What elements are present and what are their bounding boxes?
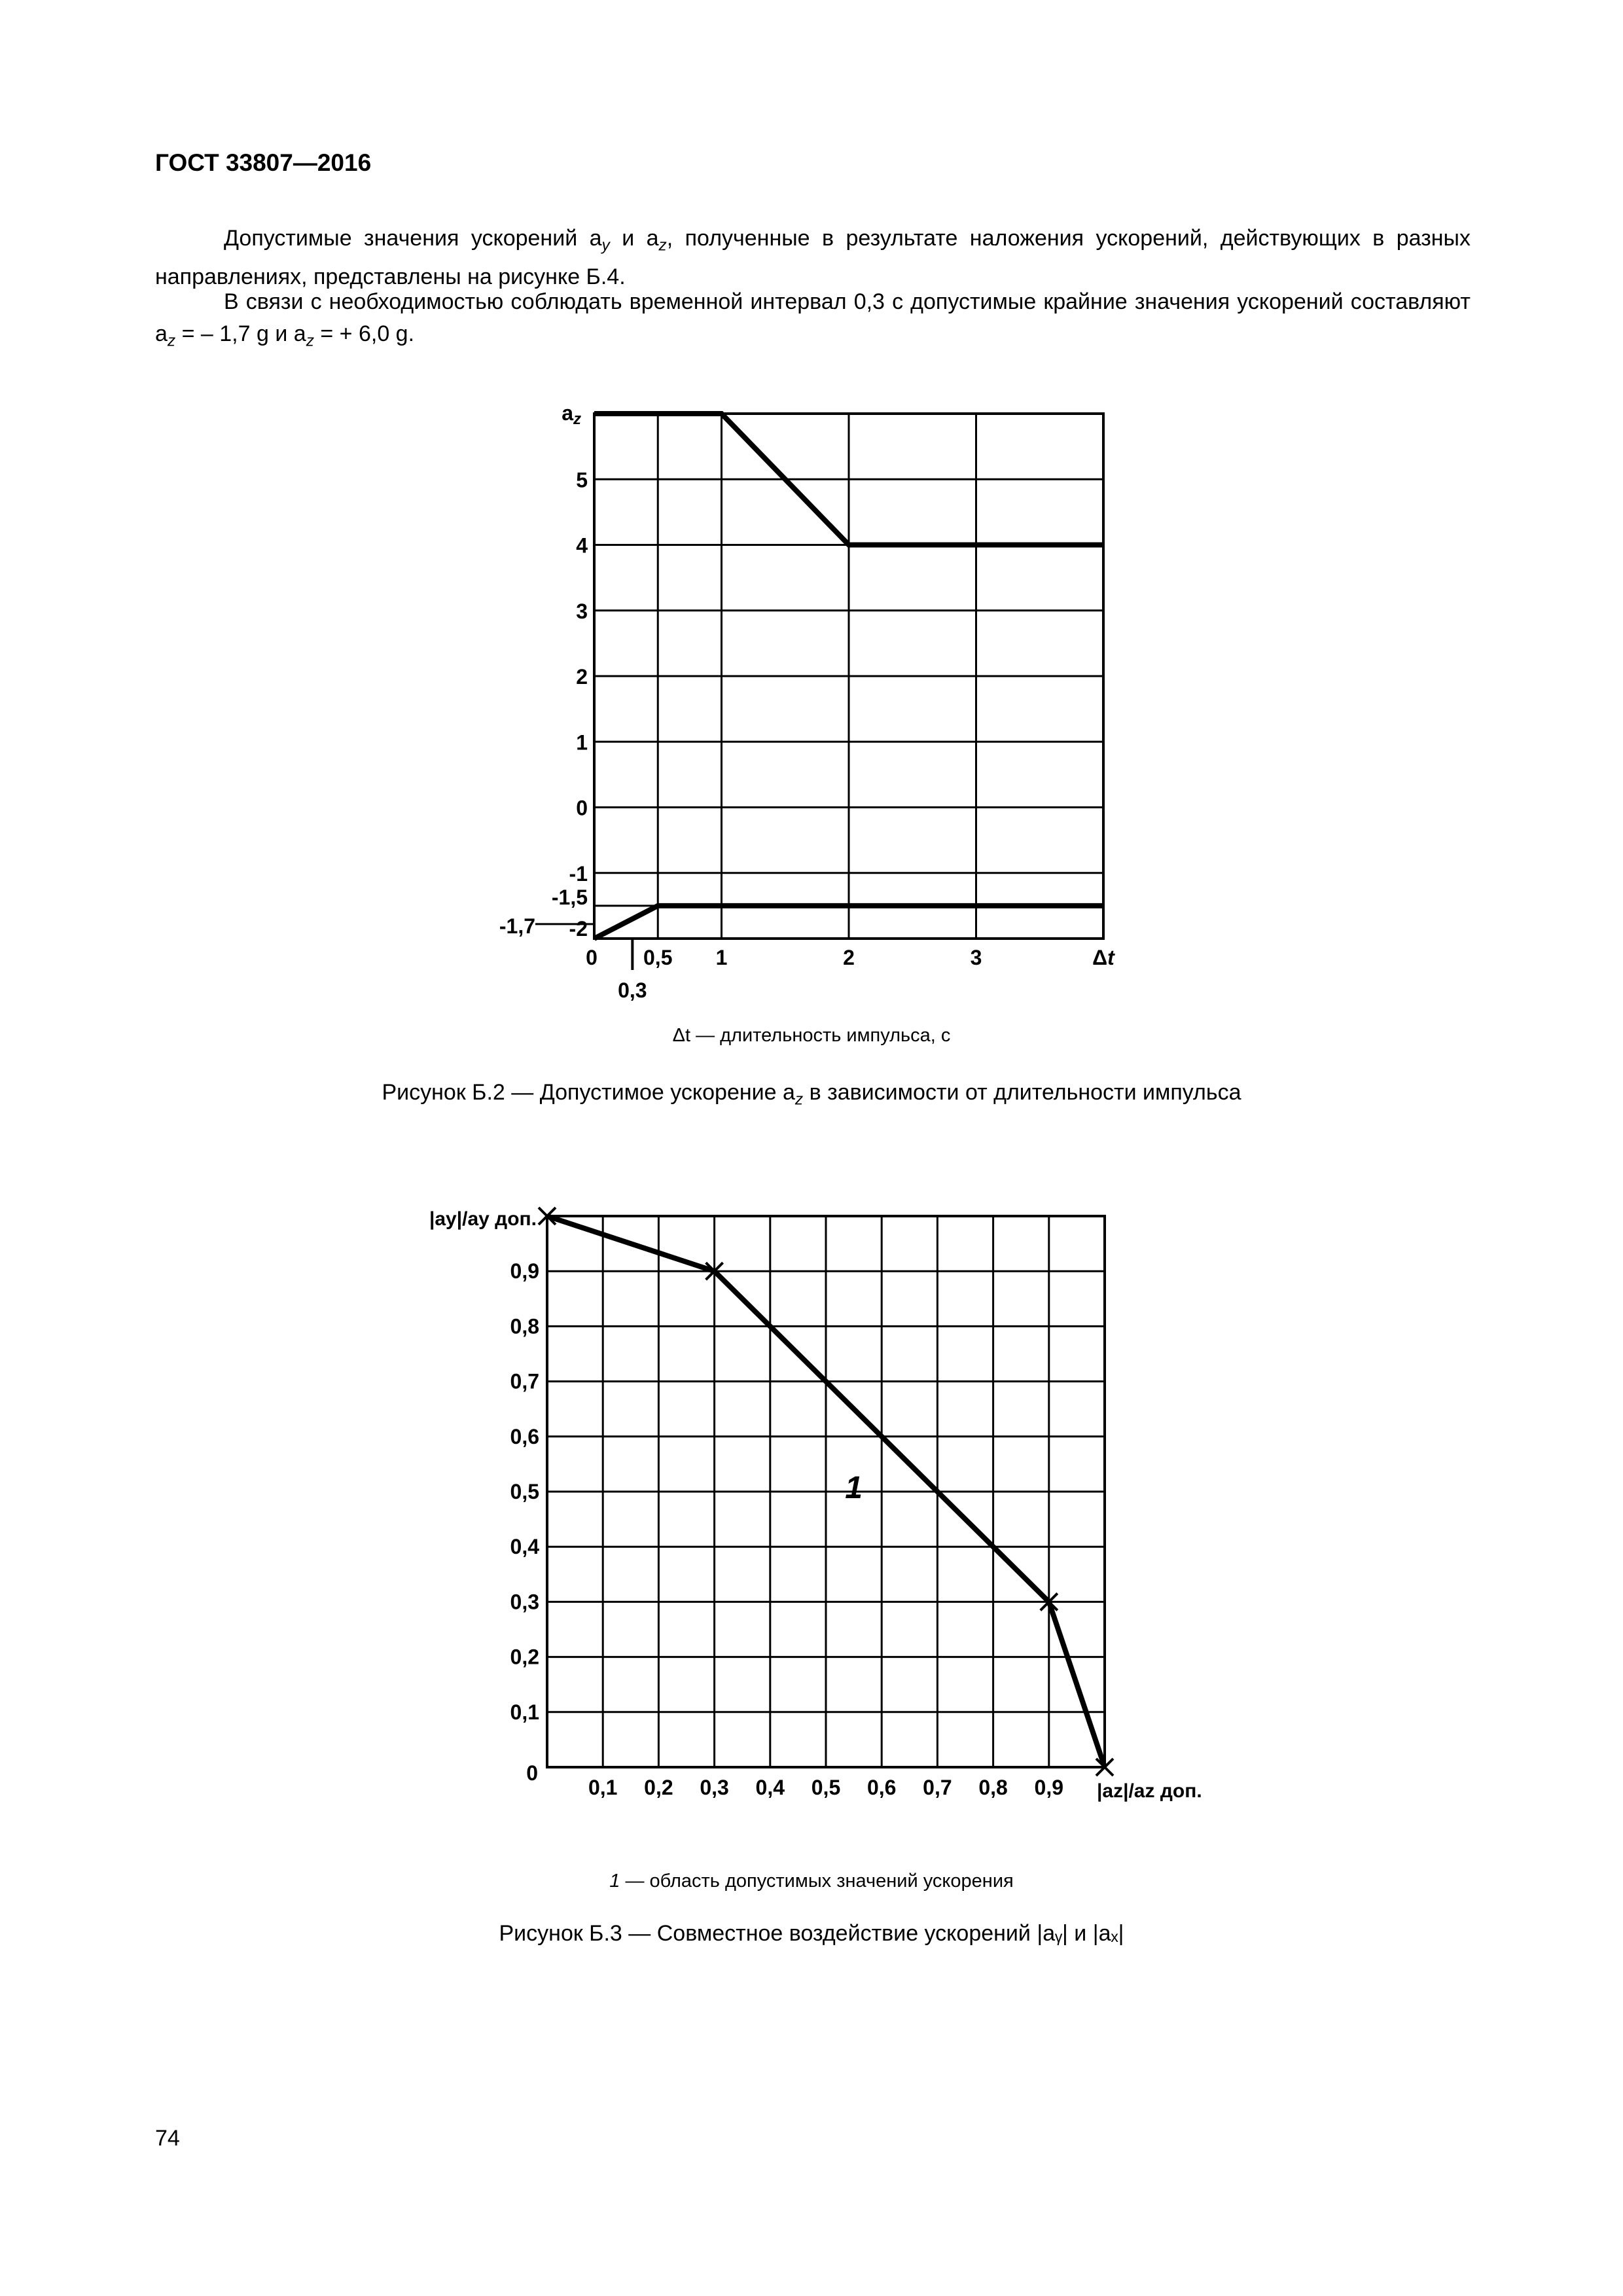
figure-b3-legend: 1 — область допустимых значений ускорения [609, 1871, 1014, 1892]
figure-b3-caption: Рисунок Б.3 — Совместное воздействие ускорений |aᵧ| и |aₓ| [499, 1921, 1124, 1946]
y-tick-label: 0,2 [510, 1645, 539, 1669]
y-tick-label: 0,5 [510, 1480, 539, 1503]
figure-b2-caption: Рисунок Б.2 — Допустимое ускорение $a_z$ в зависимости от длительности импульса [382, 1080, 1241, 1109]
x-tick-label: 0 [586, 946, 597, 969]
page-number: 74 [155, 2126, 180, 2151]
x-tick-label: 0,3 [700, 1776, 729, 1799]
y-tick-label: -2 [569, 917, 588, 941]
y-axis-label: |ay|/ay доп. [429, 1208, 537, 1230]
y-tick-label: 2 [576, 665, 588, 689]
y-axis-label-sub: z [573, 410, 581, 428]
figure-b2-legend: Δt — длительность импульса, с [672, 1025, 951, 1046]
y-extra-tick-label: -1,7 [499, 914, 535, 938]
paragraph-2: В связи с необходимостью соблюдать временной интервал 0,3 с допустимые крайние значения ускорений составляют $a_z$ = – 1,7 g и $a_z$ = + 6,0 g. [155, 289, 1471, 350]
y-tick-label: 0,1 [510, 1700, 539, 1724]
region-label: 1 [845, 1471, 863, 1505]
y-tick-label: 0,9 [510, 1259, 539, 1283]
chart-b3 [399, 1191, 1250, 1846]
x-tick-label: 0,9 [1034, 1776, 1064, 1799]
x-tick-label: 0,6 [866, 1776, 897, 1799]
y-tick-label: 4 [576, 533, 588, 558]
y-tick-label: 5 [576, 468, 588, 492]
y-tick-label: 0,7 [510, 1369, 539, 1393]
x-tick-label: 0,5 [643, 946, 673, 969]
x-tick-label: 0,7 [923, 1776, 952, 1799]
y-tick-label: 0,8 [510, 1314, 539, 1338]
x-tick-label: 0,8 [978, 1776, 1008, 1799]
y-tick-label: 0,4 [510, 1535, 539, 1559]
y-axis-label: az [562, 401, 581, 428]
y-tick-label: 0 [576, 796, 588, 820]
chart-b2 [471, 386, 1126, 1014]
y-tick-label: -1,5 [551, 885, 588, 909]
origin-label: 0 [526, 1761, 538, 1785]
paragraph-1: Допустимые значения ускорений $a_y$ и $a_z$, полученные в результате наложения ускорений, действующих в разных направлениях, представлены на рисунке Б.4. [155, 226, 1471, 290]
x-tick-label: 0,1 [588, 1776, 618, 1799]
x-tick-label: 0,5 [811, 1776, 841, 1799]
x-extra-tick-label: 0,3 [618, 978, 647, 1002]
document-header: ГОСТ 33807—2016 [155, 149, 372, 176]
y-tick-label: 1 [576, 730, 588, 755]
y-tick-label: -1 [569, 861, 588, 886]
x-axis-label: |az|/az доп. [1097, 1780, 1202, 1802]
y-tick-label: 0,3 [510, 1590, 539, 1614]
x-tick-label: 0,2 [644, 1776, 673, 1799]
x-axis-label: Δt [1092, 946, 1115, 969]
x-tick-label: 2 [843, 946, 855, 969]
x-tick-label: 0,4 [755, 1776, 785, 1799]
x-axis-label-italic: t [1107, 946, 1115, 969]
y-tick-label: 3 [576, 599, 588, 623]
x-tick-label: 1 [715, 946, 728, 969]
y-tick-label: 0,6 [510, 1424, 539, 1448]
x-tick-label: 3 [970, 946, 982, 969]
